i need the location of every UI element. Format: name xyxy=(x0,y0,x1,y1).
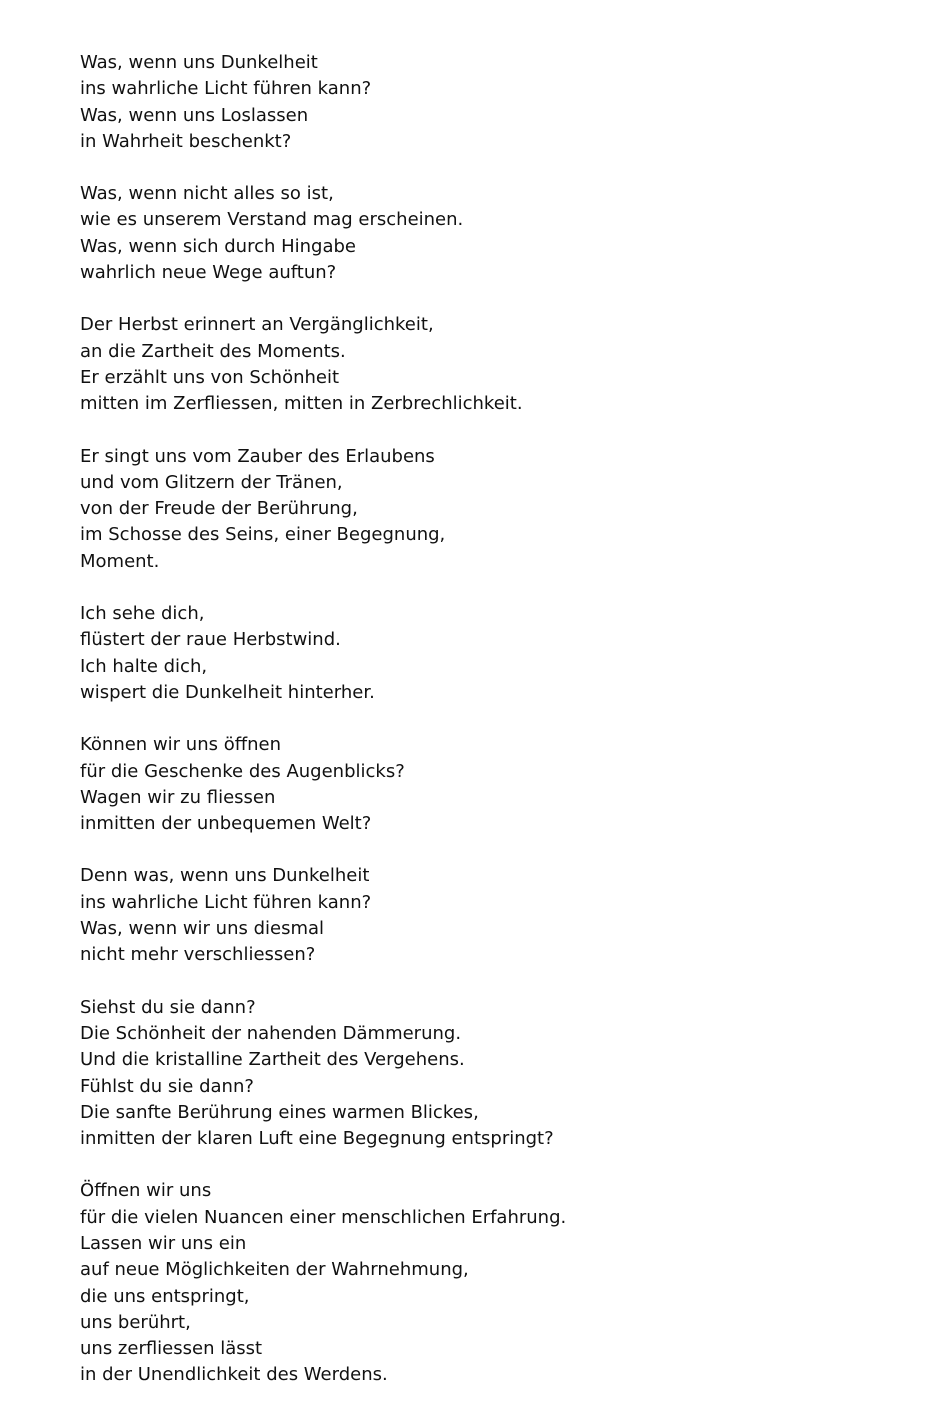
stanza xyxy=(80,732,900,837)
stanza xyxy=(80,181,900,286)
poem-line: uns berührt, xyxy=(80,1311,191,1333)
poem-line: an die Zartheit des Moments. xyxy=(80,340,346,362)
poem-line: flüstert der raue Herbstwind. xyxy=(80,629,341,651)
stanza xyxy=(80,863,900,968)
poem-line: Und die kristalline Zartheit des Vergehens. xyxy=(80,1049,465,1071)
poem-line: Die Schönheit der nahenden Dämmerung. xyxy=(80,1022,462,1044)
poem-line: Können wir uns öffnen xyxy=(80,734,282,756)
poem-line: wispert die Dunkelheit hinterher. xyxy=(80,681,375,703)
poem-line: Siehst du sie dann? xyxy=(80,996,256,1018)
poem-line: uns zerfliessen lässt xyxy=(80,1338,263,1360)
stanza xyxy=(80,50,900,155)
poem-line: und vom Glitzern der Tränen, xyxy=(80,471,343,493)
poem-line: Er singt uns vom Zauber des Erlaubens xyxy=(80,445,435,467)
stanza xyxy=(80,995,900,1153)
poem-line: die uns entspringt, xyxy=(80,1285,250,1307)
poem-line: von der Freude der Berührung, xyxy=(80,498,358,520)
poem-line: Die sanfte Berührung eines warmen Blickes, xyxy=(80,1101,479,1123)
poem-line: inmitten der klaren Luft eine Begegnung entspringt? xyxy=(80,1128,554,1150)
poem-line: auf neue Möglichkeiten der Wahrnehmung, xyxy=(80,1259,469,1281)
poem-line: für die vielen Nuancen einer menschlichen Erfahrung. xyxy=(80,1206,567,1228)
poem-line: inmitten der unbequemen Welt? xyxy=(80,813,372,835)
poem-line: in der Unendlichkeit des Werdens. xyxy=(80,1364,388,1386)
stanza xyxy=(80,312,900,417)
stanza xyxy=(80,601,900,706)
poem-line: Der Herbst erinnert an Vergänglichkeit, xyxy=(80,314,434,336)
stanza xyxy=(80,1178,900,1388)
poem-line: Moment. xyxy=(80,550,160,572)
poem-page xyxy=(80,50,900,1415)
poem-line: für die Geschenke des Augenblicks? xyxy=(80,760,405,782)
poem-line: mitten im Zerfliessen, mitten in Zerbrechlichkeit. xyxy=(80,393,523,415)
poem-line: Was, wenn uns Loslassen xyxy=(80,104,309,126)
poem-line: Öffnen wir uns xyxy=(80,1180,212,1202)
poem-line: im Schosse des Seins, einer Begegnung, xyxy=(80,524,446,546)
poem-line: Was, wenn sich durch Hingabe xyxy=(80,235,357,257)
poem-line: Ich sehe dich, xyxy=(80,603,205,625)
poem-line: Was, wenn uns Dunkelheit xyxy=(80,52,318,73)
poem-line: ins wahrliche Licht führen kann? xyxy=(80,78,372,100)
stanza xyxy=(80,444,900,575)
poem-line: Was, wenn wir uns diesmal xyxy=(80,918,325,940)
poem-line: wahrlich neue Wege auftun? xyxy=(80,262,337,284)
poem-line: Wagen wir zu fliessen xyxy=(80,786,276,808)
poem-line: ins wahrliche Licht führen kann? xyxy=(80,891,372,913)
poem-line: Denn was, wenn uns Dunkelheit xyxy=(80,865,370,887)
poem-line: nicht mehr verschliessen? xyxy=(80,944,316,966)
poem-line: wie es unserem Verstand mag erscheinen. xyxy=(80,209,464,231)
poem-line: Fühlst du sie dann? xyxy=(80,1075,254,1097)
poem-line: in Wahrheit beschenkt? xyxy=(80,130,292,152)
poem-line: Ich halte dich, xyxy=(80,655,208,677)
poem-line: Er erzählt uns von Schönheit xyxy=(80,366,340,388)
poem-line: Lassen wir uns ein xyxy=(80,1232,247,1254)
poem-line: Was, wenn nicht alles so ist, xyxy=(80,183,334,205)
